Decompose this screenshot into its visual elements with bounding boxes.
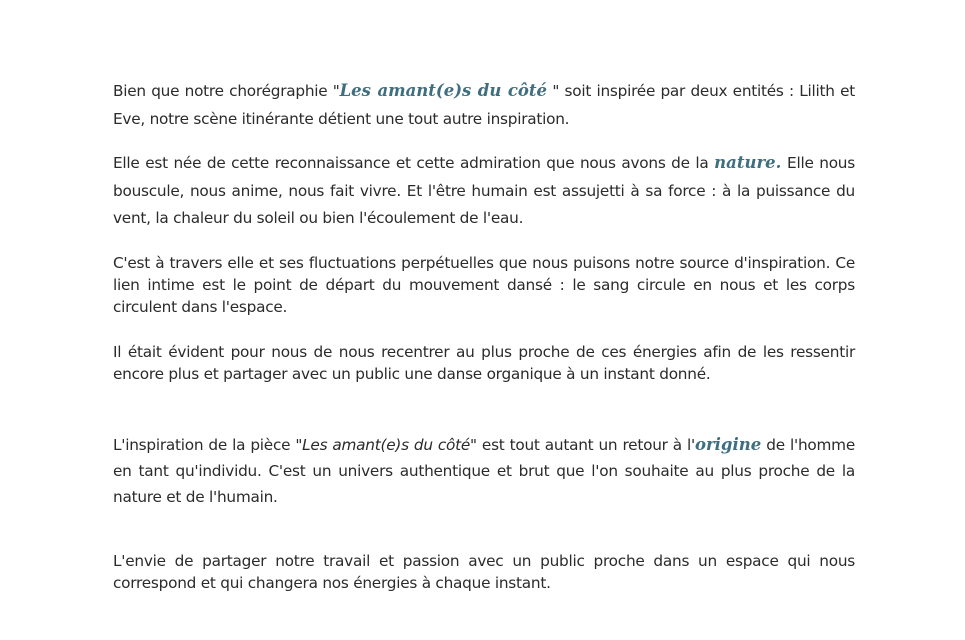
p3-text: C'est à travers elle et ses fluctuations perpétuelles que nous puisons notre source d'inspiration. Ce lien intime est le point de départ du mouvement dansé : le sang circule en nous et les corps circulent dans l'espace. [113,254,855,316]
piece-title-highlight: Les amant(e)s du côté [339,81,548,100]
paragraph-fluctuations [113,252,855,318]
p4-text: Il était évident pour nous de nous recentrer au plus proche de ces énergies afin de les ressentir encore plus et partager avec un public une danse organique à un instant donné. [113,343,855,383]
paragraph-energies [113,341,855,385]
p2-text-before: Elle est née de cette reconnaissance et cette admiration que nous avons de la [113,154,715,172]
paragraph-sharing [113,550,855,594]
paragraph-nature [113,149,855,233]
origin-highlight: origine [694,435,762,454]
p5-text-after: de l'homme en tant qu'individu. C'est un univers authentique et brut que l'on souhaite au plus proche de la nature et de l'humain. [113,436,855,506]
paragraph-inspiration-intro [113,77,855,133]
paragraph-origin [113,432,855,510]
p6-text: L'envie de partager notre travail et passion avec un public proche dans un espace qui nous correspond et qui changera nos énergies à chaque instant. [113,552,855,592]
p5-text-before: L'inspiration de la pièce " [113,436,303,454]
p2-text-after: Elle nous bouscule, nous anime, nous fait vivre. Et l'être humain est assujetti à sa force : à la puissance du vent, la chaleur du soleil ou bien l'écoulement de l'eau. [113,154,855,227]
p5-text-middle: " est tout autant un retour à l' [470,436,695,454]
p1-text-before: Bien que notre chorégraphie " [113,82,340,100]
p1-text-after: " soit inspirée par deux entités : Lilith et Eve, notre scène itinérante détient une tout autre inspiration. [113,82,856,128]
piece-title-italic: Les amant(e)s du côté [302,436,471,454]
nature-highlight: nature. [714,153,782,172]
